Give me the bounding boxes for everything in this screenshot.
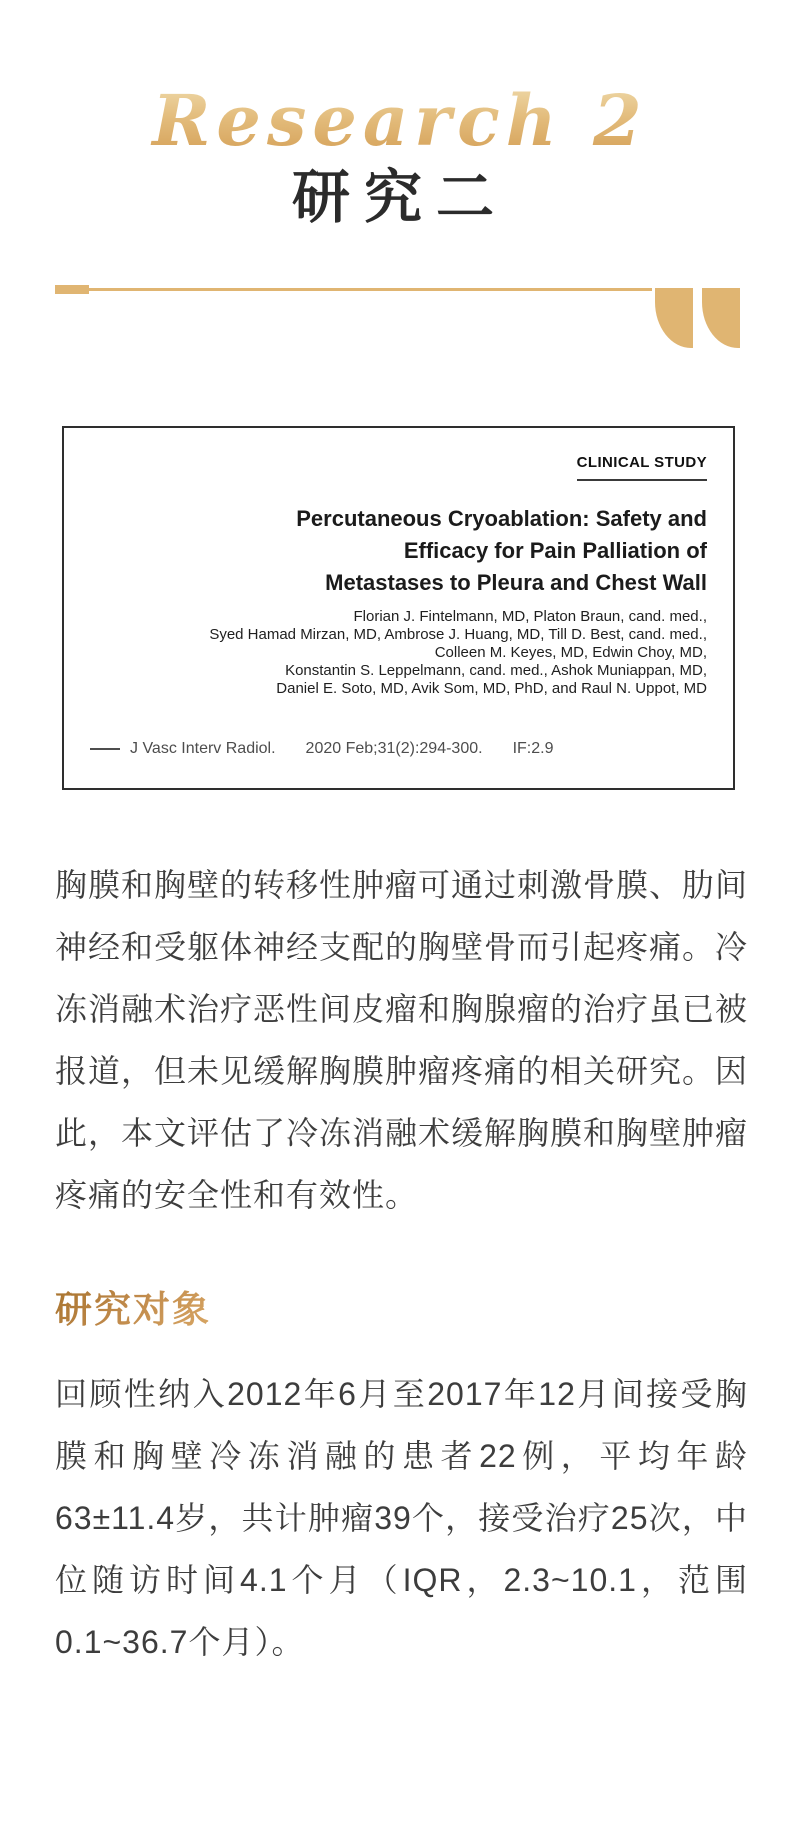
citation-dash-icon [90, 748, 120, 750]
paper-title-line-3: Metastases to Pleura and Chest Wall [325, 569, 707, 595]
author-line: Daniel E. Soto, MD, Avik Som, MD, PhD, and Raul N. Uppot, MD [276, 680, 707, 698]
paper-authors [90, 608, 707, 698]
quote-icon [655, 288, 740, 348]
paper-title-line-1: Percutaneous Cryoablation: Safety and [296, 505, 707, 531]
divider-line [55, 288, 652, 291]
citation-impact-factor: IF:2.9 [512, 740, 554, 758]
section-heading-study-subjects: 研究对象 [55, 1290, 211, 1332]
author-line: Colleen M. Keyes, MD, Edwin Choy, MD, [434, 644, 707, 662]
quote-mark-right [702, 288, 740, 348]
gold-divider [55, 288, 740, 350]
research-script-title: Research 2 [0, 86, 800, 156]
author-line: Konstantin S. Leppelmann, cand. med., Ashok Muniappan, MD, [285, 662, 707, 680]
paper-title-line-2: Efficacy for Pain Palliation of [403, 537, 707, 563]
quote-mark-left [655, 288, 693, 348]
paper-card [62, 426, 735, 791]
intro-paragraph: 胸膜和胸壁的转移性肿瘤可通过刺激骨膜、肋间神经和受躯体神经支配的胸壁骨而引起疼痛。冷冻消融术治疗恶性间皮瘤和胸腺瘤的治疗虽已被报道，但未见缓解胸膜肿瘤疼痛的相关研究。因此，本文评估了冷冻消融术缓解胸膜和胸壁肿瘤疼痛的安全性和有效性。 [55, 867, 749, 1214]
page-title: 研究二 [291, 165, 508, 230]
paper-title [90, 503, 707, 599]
citation-journal: J Vasc Interv Radiol. [130, 740, 276, 758]
clinical-study-label: CLINICAL STUDY [577, 454, 707, 481]
study-subjects-paragraph: 回顾性纳入2012年6月至2017年12月间接受胸膜和胸壁冷冻消融的患者22例，平均年龄63±11.4岁，共计肿瘤39个，接受治疗25次，中位随访时间4.1个月（IQR，2.3~10.1，范围0.1~36.7个月）。 [55, 1376, 748, 1661]
study-label-row [90, 454, 707, 481]
author-line: Florian J. Fintelmann, MD, Platon Braun, cand. med., [353, 608, 707, 626]
author-line: Syed Hamad Mirzan, MD, Ambrose J. Huang, MD, Till D. Best, cand. med., [209, 626, 707, 644]
citation-row [90, 740, 707, 758]
citation-date: 2020 Feb;31(2):294-300. [305, 740, 483, 758]
